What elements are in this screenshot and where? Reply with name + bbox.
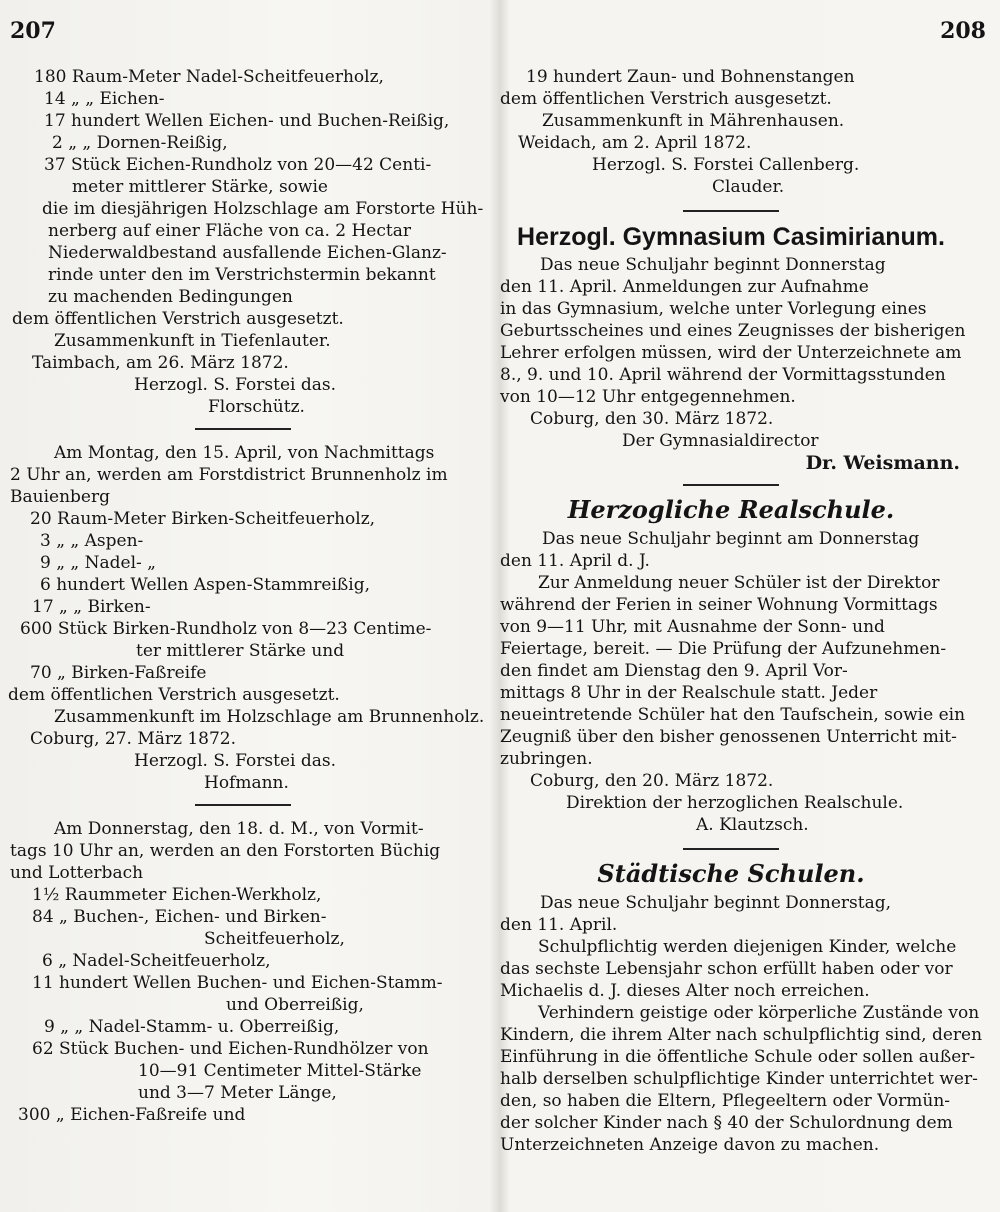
text-line: 8., 9. und 10. April während der Vormittagsstunden [500, 365, 946, 385]
text-line: 19 hundert Zaun- und Bohnenstangen [526, 67, 855, 87]
section-divider [683, 484, 779, 486]
text-line: Zeugniß über den bisher genossenen Unterricht mit- [500, 727, 957, 747]
text-line: 9 „ „ Nadel- „ [40, 553, 156, 573]
text-line: Das neue Schuljahr beginnt Donnerstag [540, 255, 886, 275]
text-line: 1½ Raummeter Eichen-Werkholz, [32, 885, 322, 905]
realschule-heading: Herzogliche Realschule. [567, 495, 895, 524]
text-line: der solcher Kinder nach § 40 der Schulordnung dem [500, 1113, 953, 1133]
forestry-notice-buechig [8, 818, 478, 1126]
text-line: dem öffentlichen Verstrich ausgesetzt. [8, 685, 340, 705]
text-line: 6 „ Nadel-Scheitfeuerholz, [42, 951, 271, 971]
text-line: Das neue Schuljahr beginnt Donnerstag, [540, 893, 892, 913]
text-line: 2 Uhr an, werden am Forstdistrict Brunnenholz im [10, 465, 448, 485]
text-line: und Oberreißig, [226, 995, 364, 1015]
text-line: 17 hundert Wellen Eichen- und Buchen-Reißig, [44, 111, 450, 131]
text-line: rinde unter den im Verstrichstermin bekannt [48, 265, 436, 285]
text-line: von 10—12 Uhr entgegennehmen. [500, 387, 796, 407]
forestry-notice-taimbach [8, 66, 484, 418]
text-line: meter mittlerer Stärke, sowie [72, 177, 328, 197]
section-divider [195, 804, 291, 806]
signature-name: Clauder. [712, 177, 785, 197]
gymnasium-notice [496, 220, 966, 474]
text-line: 600 Stück Birken-Rundholz von 8—23 Centime- [20, 619, 432, 639]
text-line: Kindern, die ihrem Alter nach schulpflichtig sind, deren [500, 1025, 983, 1045]
text-line: Das neue Schuljahr beginnt am Donnerstag [542, 529, 920, 549]
text-line: nerberg auf einer Fläche von ca. 2 Hectar [48, 221, 411, 241]
text-line: zu machenden Bedingungen [48, 287, 293, 307]
text-line: Geburtsscheines und eines Zeugnisses der bisherigen [500, 321, 966, 341]
right-column [496, 66, 983, 1156]
text-line: 70 „ Birken-Faßreife [30, 663, 207, 683]
text-line: Zusammenkunft in Mährenhausen. [542, 111, 845, 131]
text-line: Am Montag, den 15. April, von Nachmittags [54, 443, 435, 463]
text-line: neueintretende Schüler hat den Taufschein, sowie ein [500, 705, 966, 725]
text-line: 62 Stück Buchen- und Eichen-Rundhölzer von [32, 1039, 429, 1059]
text-line: den 11. April. [500, 915, 618, 935]
dateline: Weidach, am 2. April 1872. [518, 133, 752, 153]
text-line: den 11. April. Anmeldungen zur Aufnahme [500, 277, 869, 297]
text-line: Bauienberg [10, 487, 110, 507]
text-line: mittags 8 Uhr in der Realschule statt. Jeder [500, 683, 878, 703]
text-line: 10—91 Centimeter Mittel-Stärke [138, 1061, 422, 1081]
page-number-left: 207 [10, 18, 56, 44]
staedtische-schulen-notice [496, 856, 983, 1156]
text-line: das sechste Lebensjahr schon erfüllt haben oder vor [500, 959, 953, 979]
text-line: Lehrer erfolgen müssen, wird der Unterzeichnete am [500, 343, 962, 363]
signature-name: Florschütz. [208, 397, 305, 417]
text-line: Michaelis d. J. dieses Alter noch erreichen. [500, 981, 870, 1001]
text-line: und Lotterbach [10, 863, 144, 883]
text-line: Niederwaldbestand ausfallende Eichen-Glanz- [48, 243, 447, 263]
signature-office: Herzogl. S. Forstei das. [134, 751, 337, 771]
text-line: 2 „ „ Dornen-Reißig, [52, 133, 228, 153]
text-line: dem öffentlichen Verstrich ausgesetzt. [500, 89, 832, 109]
text-line: 180 Raum-Meter Nadel-Scheitfeuerholz, [34, 67, 384, 87]
text-line: Zur Anmeldung neuer Schüler ist der Direktor [538, 573, 940, 593]
forestry-notice-brunnenholz [8, 442, 485, 794]
text-line: zubringen. [500, 749, 593, 769]
text-line: 14 „ „ Eichen- [44, 89, 165, 109]
section-divider [683, 210, 779, 212]
signature-name: Hofmann. [204, 773, 289, 793]
dateline: Coburg, 27. März 1872. [30, 729, 237, 749]
text-line: 17 „ „ Birken- [32, 597, 151, 617]
text-line: Am Donnerstag, den 18. d. M., von Vormit- [54, 819, 424, 839]
signature-office: Der Gymnasialdirector [622, 431, 819, 451]
text-line: Unterzeichneten Anzeige davon zu machen. [500, 1135, 880, 1155]
text-line: 37 Stück Eichen-Rundholz von 20—42 Centi- [44, 155, 432, 175]
section-divider [195, 428, 291, 430]
text-line: Schulpflichtig werden diejenigen Kinder, welche [538, 937, 957, 957]
text-line: die im diesjährigen Holzschlage am Forstorte Hüh- [42, 199, 484, 219]
text-line: 84 „ Buchen-, Eichen- und Birken- [32, 907, 327, 927]
text-line: halb derselben schulpflichtige Kinder unterrichtet wer- [500, 1069, 978, 1089]
text-line: Verhindern geistige oder körperliche Zustände von [538, 1003, 980, 1023]
text-line: 11 hundert Wellen Buchen- und Eichen-Stamm- [32, 973, 443, 993]
text-line: und 3—7 Meter Länge, [138, 1083, 337, 1103]
text-line: von 9—11 Uhr, mit Ausnahme der Sonn- und [500, 617, 885, 637]
text-line: Einführung in die öffentliche Schule oder sollen außer- [500, 1047, 976, 1067]
signature-office: Direktion der herzoglichen Realschule. [566, 793, 904, 813]
realschule-notice [496, 492, 966, 836]
page-number-right: 208 [940, 18, 986, 44]
text-line: dem öffentlichen Verstrich ausgesetzt. [12, 309, 344, 329]
text-line: Zusammenkunft im Holzschlage am Brunnenholz. [54, 707, 485, 727]
text-line: 3 „ „ Aspen- [40, 531, 144, 551]
text-line: Zusammenkunft in Tiefenlauter. [54, 331, 331, 351]
forestry-notice-weidach [496, 66, 966, 198]
text-line: Feiertage, bereit. — Die Prüfung der Aufzunehmen- [500, 639, 947, 659]
text-line: den, so haben die Eltern, Pflegeeltern oder Vormün- [500, 1091, 951, 1111]
signature-name: A. Klautzsch. [696, 815, 809, 835]
text-line: während der Ferien in seiner Wohnung Vormittags [500, 595, 938, 615]
gymnasium-heading: Herzogl. Gymnasium Casimirianum. [517, 223, 945, 251]
dateline: Coburg, den 20. März 1872. [530, 771, 774, 791]
text-line: Scheitfeuerholz, [204, 929, 345, 949]
dateline: Coburg, den 30. März 1872. [530, 409, 774, 429]
signature-office: Herzogl. S. Forstei Callenberg. [592, 155, 860, 175]
text-line: den findet am Dienstag den 9. April Vor- [500, 661, 848, 681]
dateline: Taimbach, am 26. März 1872. [32, 353, 289, 373]
text-line: 9 „ „ Nadel-Stamm- u. Oberreißig, [44, 1017, 340, 1037]
text-line: 300 „ Eichen-Faßreife und [18, 1105, 246, 1125]
section-divider [683, 848, 779, 850]
signature-office: Herzogl. S. Forstei das. [134, 375, 337, 395]
text-line: den 11. April d. J. [500, 551, 650, 571]
text-line: 6 hundert Wellen Aspen-Stammreißig, [40, 575, 370, 595]
text-line: in das Gymnasium, welche unter Vorlegung eines [500, 299, 927, 319]
text-line: ter mittlerer Stärke und [136, 641, 345, 661]
text-line: tags 10 Uhr an, werden an den Forstorten Büchig [10, 841, 441, 861]
staedtische-heading: Städtische Schulen. [597, 859, 865, 888]
text-line: 20 Raum-Meter Birken-Scheitfeuerholz, [30, 509, 376, 529]
signature-name: Dr. Weismann. [805, 452, 960, 474]
left-column [8, 66, 485, 1126]
